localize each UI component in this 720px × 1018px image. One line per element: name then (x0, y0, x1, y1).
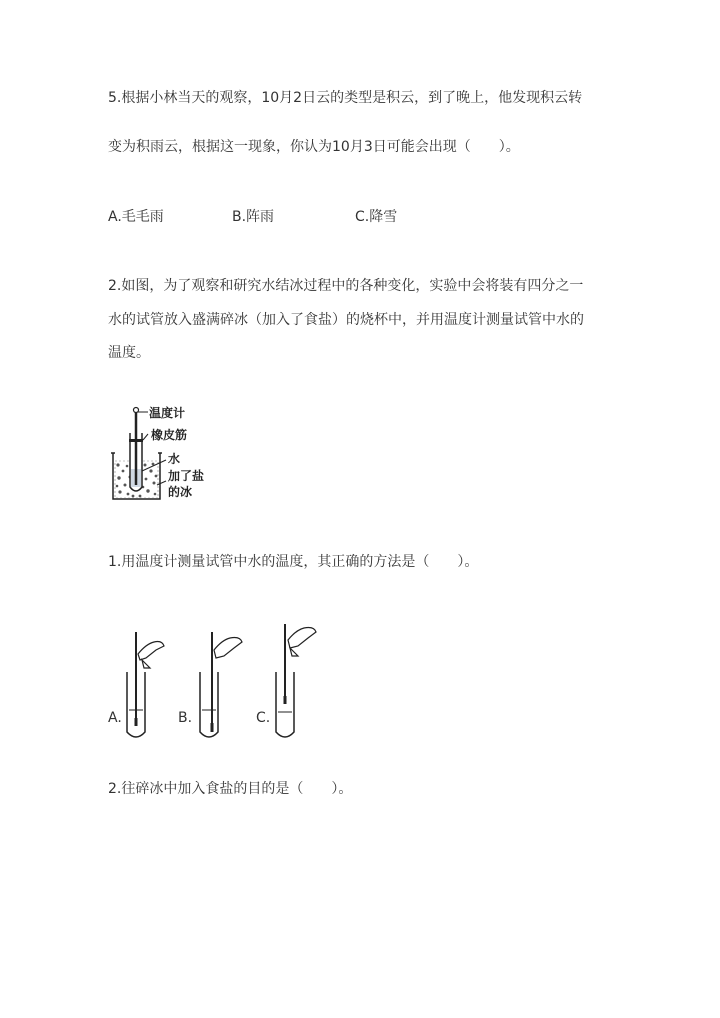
q2-line-3: 温度。 (108, 345, 150, 361)
label-rubber-band: 橡皮筋 (151, 428, 188, 442)
q5-option-a: A.毛毛雨 (108, 209, 164, 225)
option-c-figure (268, 620, 328, 744)
label-water: 水 (168, 452, 181, 466)
q2-line-1: 2.如图，为了观察和研究水结冰过程中的各种变化，实验中会将装有四分之一 (108, 278, 584, 294)
sub1-question: 1.用温度计测量试管中水的温度，其正确的方法是（ ）。 (108, 554, 479, 570)
ice-beaker-apparatus-figure (108, 403, 218, 508)
label-salted-ice-1: 加了盐 (168, 469, 205, 483)
option-b-figure (190, 628, 250, 744)
q5-line-1: 5.根据小林当天的观察，10月2日云的类型是积云，到了晚上，他发现积云转 (108, 90, 583, 106)
sub2-question: 2.往碎冰中加入食盐的目的是（ ）。 (108, 781, 353, 797)
q2-line-2: 水的试管放入盛满碎冰（加入了食盐）的烧杯中，并用温度计测量试管中水的 (108, 312, 584, 328)
sub1-option-a-label: A. (108, 710, 122, 726)
q5-option-c: C.降雪 (355, 209, 398, 225)
q5-line-2: 变为积雨云，根据这一现象，你认为10月3日可能会出现（ ）。 (108, 139, 520, 155)
sub1-option-b-label: B. (178, 710, 193, 726)
option-a-figure (120, 628, 170, 744)
sub1-option-c-label: C. (256, 710, 271, 726)
label-salted-ice-2: 的冰 (168, 485, 193, 499)
q5-option-b: B.阵雨 (232, 209, 275, 225)
label-thermometer: 温度计 (149, 406, 186, 420)
